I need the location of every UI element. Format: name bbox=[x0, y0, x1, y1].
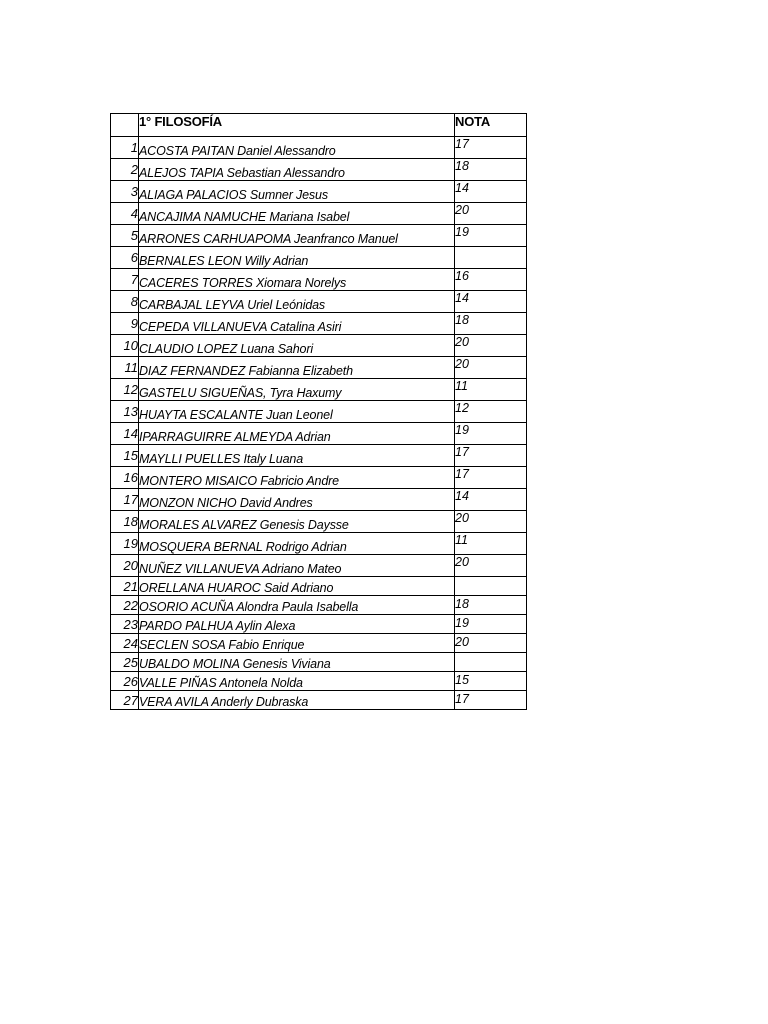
student-name: ORELLANA HUAROC Said Adriano bbox=[139, 577, 455, 596]
student-grade: 17 bbox=[455, 445, 527, 467]
table-row bbox=[111, 533, 527, 555]
grade-column-header: NOTA bbox=[455, 114, 527, 137]
student-name: MAYLLI PUELLES Italy Luana bbox=[139, 445, 455, 467]
student-name: ALIAGA PALACIOS Sumner Jesus bbox=[139, 181, 455, 203]
table-row bbox=[111, 159, 527, 181]
row-number: 6 bbox=[111, 247, 139, 269]
student-name: GASTELU SIGUEÑAS, Tyra Haxumy bbox=[139, 379, 455, 401]
student-grade bbox=[455, 577, 527, 596]
student-grade: 20 bbox=[455, 634, 527, 653]
student-grade bbox=[455, 653, 527, 672]
student-grade bbox=[455, 247, 527, 269]
table-row bbox=[111, 225, 527, 247]
table-row bbox=[111, 313, 527, 335]
student-grade: 16 bbox=[455, 269, 527, 291]
row-number: 8 bbox=[111, 291, 139, 313]
student-name: UBALDO MOLINA Genesis Viviana bbox=[139, 653, 455, 672]
student-grade: 20 bbox=[455, 555, 527, 577]
table-row bbox=[111, 137, 527, 159]
student-name: CLAUDIO LOPEZ Luana Sahori bbox=[139, 335, 455, 357]
header-row bbox=[111, 114, 527, 137]
table-row bbox=[111, 511, 527, 533]
student-grade: 19 bbox=[455, 423, 527, 445]
table-row bbox=[111, 181, 527, 203]
row-number: 3 bbox=[111, 181, 139, 203]
student-name: CEPEDA VILLANUEVA Catalina Asiri bbox=[139, 313, 455, 335]
row-number: 7 bbox=[111, 269, 139, 291]
number-column-header bbox=[111, 114, 139, 137]
table-row bbox=[111, 634, 527, 653]
student-grade: 20 bbox=[455, 203, 527, 225]
table-row bbox=[111, 357, 527, 379]
row-number: 5 bbox=[111, 225, 139, 247]
student-name: IPARRAGUIRRE ALMEYDA Adrian bbox=[139, 423, 455, 445]
student-name: VALLE PIÑAS Antonela Nolda bbox=[139, 672, 455, 691]
row-number: 4 bbox=[111, 203, 139, 225]
student-name: MONZON NICHO David Andres bbox=[139, 489, 455, 511]
student-grade: 11 bbox=[455, 533, 527, 555]
row-number: 21 bbox=[111, 577, 139, 596]
student-grade: 14 bbox=[455, 181, 527, 203]
student-name: NUÑEZ VILLANUEVA Adriano Mateo bbox=[139, 555, 455, 577]
row-number: 20 bbox=[111, 555, 139, 577]
student-grade: 20 bbox=[455, 335, 527, 357]
student-grade: 20 bbox=[455, 511, 527, 533]
table-row bbox=[111, 489, 527, 511]
row-number: 23 bbox=[111, 615, 139, 634]
table-row bbox=[111, 691, 527, 710]
student-name: ALEJOS TAPIA Sebastian Alessandro bbox=[139, 159, 455, 181]
table-row bbox=[111, 555, 527, 577]
student-grade: 14 bbox=[455, 291, 527, 313]
student-name: DIAZ FERNANDEZ Fabianna Elizabeth bbox=[139, 357, 455, 379]
row-number: 12 bbox=[111, 379, 139, 401]
student-grade: 11 bbox=[455, 379, 527, 401]
table-row bbox=[111, 596, 527, 615]
row-number: 16 bbox=[111, 467, 139, 489]
table-row bbox=[111, 653, 527, 672]
row-number: 27 bbox=[111, 691, 139, 710]
table-row bbox=[111, 203, 527, 225]
student-grade: 17 bbox=[455, 137, 527, 159]
student-name: CARBAJAL LEYVA Uriel Leónidas bbox=[139, 291, 455, 313]
student-name: HUAYTA ESCALANTE Juan Leonel bbox=[139, 401, 455, 423]
row-number: 2 bbox=[111, 159, 139, 181]
student-grade: 14 bbox=[455, 489, 527, 511]
table-row bbox=[111, 467, 527, 489]
row-number: 11 bbox=[111, 357, 139, 379]
student-grade: 17 bbox=[455, 691, 527, 710]
table-row bbox=[111, 577, 527, 596]
student-name: CACERES TORRES Xiomara Norelys bbox=[139, 269, 455, 291]
student-name: MONTERO MISAICO Fabricio Andre bbox=[139, 467, 455, 489]
table-row bbox=[111, 269, 527, 291]
student-grade: 19 bbox=[455, 615, 527, 634]
row-number: 1 bbox=[111, 137, 139, 159]
row-number: 25 bbox=[111, 653, 139, 672]
student-grade: 12 bbox=[455, 401, 527, 423]
row-number: 14 bbox=[111, 423, 139, 445]
student-grade: 17 bbox=[455, 467, 527, 489]
row-number: 17 bbox=[111, 489, 139, 511]
student-name: PARDO PALHUA Aylin Alexa bbox=[139, 615, 455, 634]
row-number: 22 bbox=[111, 596, 139, 615]
student-name: OSORIO ACUÑA Alondra Paula Isabella bbox=[139, 596, 455, 615]
subject-column-header: 1° FILOSOFÍA bbox=[139, 114, 455, 137]
row-number: 9 bbox=[111, 313, 139, 335]
student-grade: 18 bbox=[455, 596, 527, 615]
row-number: 10 bbox=[111, 335, 139, 357]
student-grade: 19 bbox=[455, 225, 527, 247]
student-grade: 20 bbox=[455, 357, 527, 379]
student-name: ANCAJIMA NAMUCHE Mariana Isabel bbox=[139, 203, 455, 225]
student-name: VERA AVILA Anderly Dubraska bbox=[139, 691, 455, 710]
row-number: 19 bbox=[111, 533, 139, 555]
table-body bbox=[111, 137, 527, 710]
row-number: 26 bbox=[111, 672, 139, 691]
row-number: 24 bbox=[111, 634, 139, 653]
student-name: ARRONES CARHUAPOMA Jeanfranco Manuel bbox=[139, 225, 455, 247]
table-row bbox=[111, 247, 527, 269]
student-name: MOSQUERA BERNAL Rodrigo Adrian bbox=[139, 533, 455, 555]
student-grade: 18 bbox=[455, 313, 527, 335]
student-name: ACOSTA PAITAN Daniel Alessandro bbox=[139, 137, 455, 159]
table-row bbox=[111, 335, 527, 357]
student-name: SECLEN SOSA Fabio Enrique bbox=[139, 634, 455, 653]
table-row bbox=[111, 379, 527, 401]
student-grade: 15 bbox=[455, 672, 527, 691]
table-row bbox=[111, 672, 527, 691]
grades-table bbox=[110, 113, 527, 710]
student-grade: 18 bbox=[455, 159, 527, 181]
table-row bbox=[111, 615, 527, 634]
row-number: 13 bbox=[111, 401, 139, 423]
row-number: 15 bbox=[111, 445, 139, 467]
table-row bbox=[111, 423, 527, 445]
table-row bbox=[111, 291, 527, 313]
table-row bbox=[111, 401, 527, 423]
student-name: MORALES ALVAREZ Genesis Daysse bbox=[139, 511, 455, 533]
student-name: BERNALES LEON Willy Adrian bbox=[139, 247, 455, 269]
row-number: 18 bbox=[111, 511, 139, 533]
table-row bbox=[111, 445, 527, 467]
